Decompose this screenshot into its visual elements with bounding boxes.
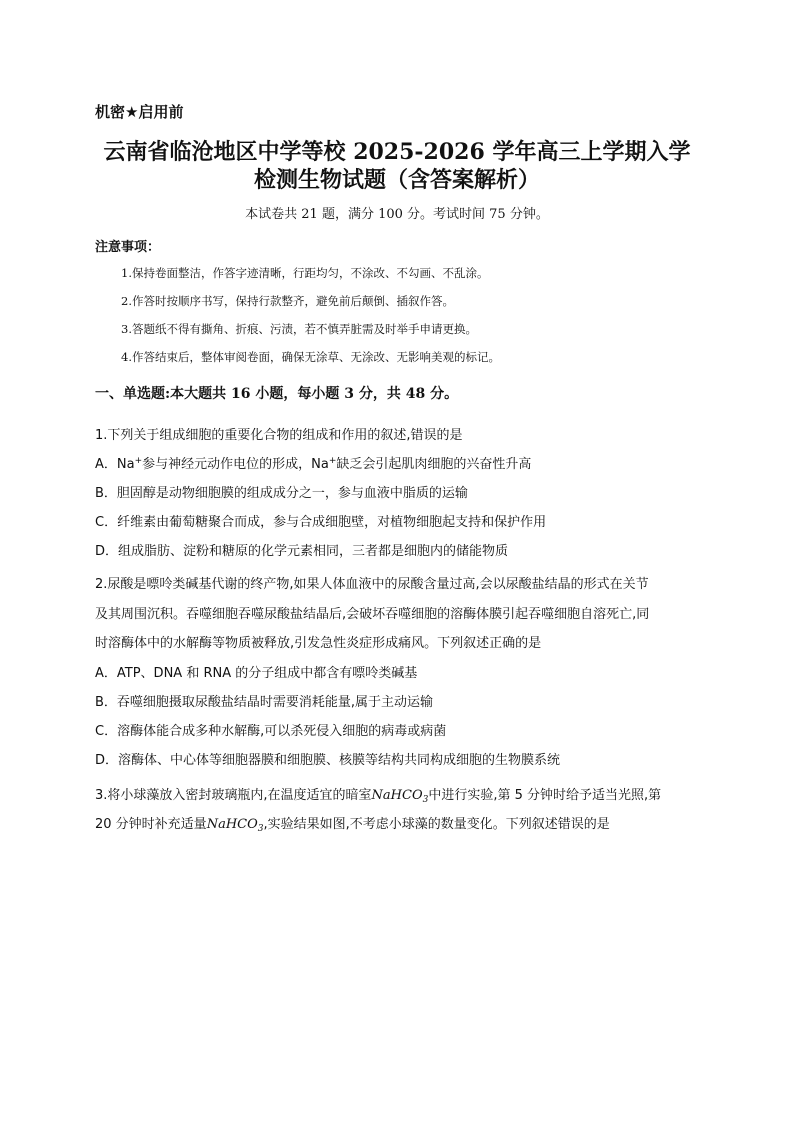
question-2-option-d: D．溶酶体、中心体等细胞器膜和细胞膜、核膜等结构共同构成细胞的生物膜系统 [95,753,561,768]
stem-text: 20 分钟时补充适量 [95,817,207,832]
question-1-option-b: B．胆固醇是动物细胞膜的组成成分之一，参与血液中脂质的运输 [95,486,468,501]
formula [207,817,264,832]
formula-subscript: 3 [422,795,429,805]
notice-item: 1.保持卷面整洁，作答字迹清晰，行距均匀，不涂改、不勾画、不乱涂。 [121,266,489,280]
formula-main: NaHCO [206,817,258,832]
confidential-label: 机密★启用前 [95,103,184,121]
option-text: 参与神经元动作电位的形成，Na [142,457,329,472]
question-2-option-b: B．吞噬细胞摄取尿酸盐结晶时需要消耗能量,属于主动运输 [95,695,434,710]
section-heading: 一、单选题:本大题共 16 小题，每小题 3 分，共 48 分。 [95,386,459,402]
question-1-option-a [95,453,531,472]
question-3-stem-line [95,813,610,832]
option-text: 缺乏会引起肌肉细胞的兴奋性升高 [336,457,532,472]
notice-item: 3.答题纸不得有撕角、折痕、污渍，若不慎弄脏需及时举手申请更换。 [121,322,477,336]
notice-item: 2.作答时按顺序书写，保持行款整齐，避免前后颠倒、插叙作答。 [121,294,454,308]
question-1-stem: 1.下列关于组成细胞的重要化合物的组成和作用的叙述,错误的是 [95,428,463,443]
notice-title: 注意事项： [95,240,161,255]
question-3-stem-line [95,784,661,803]
superscript: + [328,456,337,466]
question-2-stem-line: 2.尿酸是嘌呤类碱基代谢的终产物,如果人体血液中的尿酸含量过高,会以尿酸盐结晶的形式在关节 [95,577,649,592]
formula-main: NaHCO [371,788,423,803]
question-2-stem-line: 时溶酶体中的水解酶等物质被释放,引发急性炎症形成痛风。下列叙述正确的是 [95,636,542,651]
exam-title-line2: 检测生物试题（含答案解析） [253,167,540,193]
notice-item: 4.作答结束后，整体审阅卷面，确保无涂草、无涂改、无影响美观的标记。 [121,350,500,364]
exam-title-line1: 云南省临沧地区中学等校 2025-2026 学年高三上学期入学 [103,139,691,165]
question-2-stem-line: 及其周围沉积。吞噬细胞吞噬尿酸盐结晶后,会破坏吞噬细胞的溶酶体膜引起吞噬细胞自溶死亡,同 [95,607,650,622]
stem-text: 3.将小球藻放入密封玻璃瓶内,在温度适宜的暗室 [95,788,372,803]
formula [372,788,429,803]
question-2-option-a: A．ATP、DNA 和 RNA 的分子组成中都含有嘌呤类碱基 [95,666,418,681]
stem-text: ,实验结果如图,不考虑小球藻的数量变化。下列叙述错误的是 [263,817,610,832]
option-text: A．Na [95,457,135,472]
formula-subscript: 3 [257,824,264,834]
question-1-option-d: D．组成脂肪、淀粉和糖原的化学元素相同，三者都是细胞内的储能物质 [95,544,509,559]
question-1-option-c: C．纤维素由葡萄糖聚合而成，参与合成细胞壁，对植物细胞起支持和保护作用 [95,515,547,530]
exam-info: 本试卷共 21 题，满分 100 分。考试时间 75 分钟。 [245,207,549,222]
superscript: + [134,456,143,466]
stem-text: 中进行实验,第 5 分钟时给予适当光照,第 [428,788,662,803]
question-2-option-c: C．溶酶体能合成多种水解酶,可以杀死侵入细胞的病毒或病菌 [95,724,447,739]
